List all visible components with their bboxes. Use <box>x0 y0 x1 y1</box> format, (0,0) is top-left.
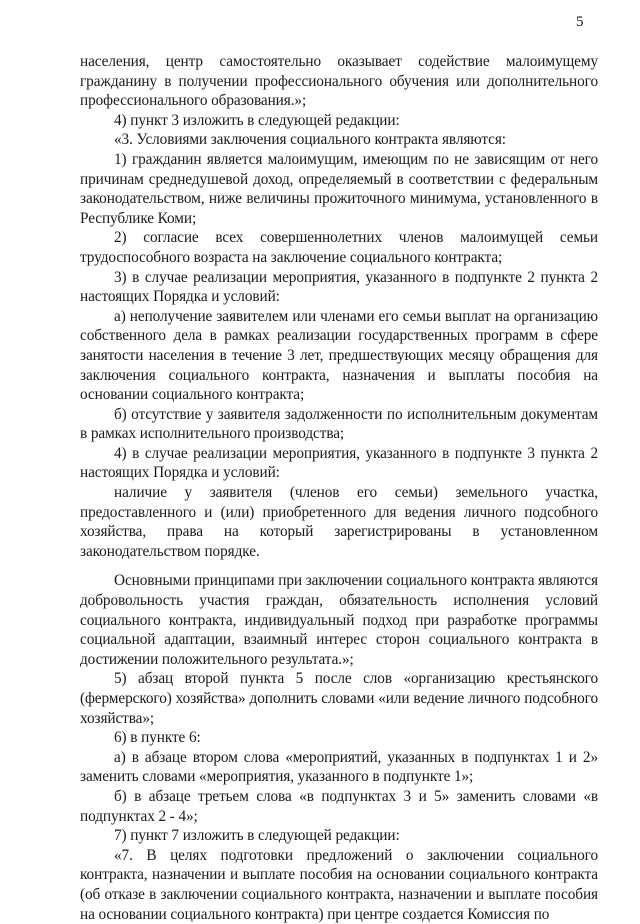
paragraph-item-6: 6) в пункте 6: <box>114 729 201 747</box>
paragraph-condition-3a: а) неполучение заявителем или членами его семьи выплат на организацию собственного дела в рамках реализации государственных программ в сфере занятости населения в течение 3 лет, предшествующих месяцу обращения для заключения социального контракта, назначения и выплаты пособия на основании социального контракта; <box>80 307 598 404</box>
paragraph-continuation: населения, центр самостоятельно оказывает содействие малоимущему гражданину в получении профессионального обучения или дополнительного профессионального образования.»; <box>80 53 598 110</box>
paragraph-condition-2: 2) согласие всех совершеннолетних членов малоимущей семьи трудоспособного возраста на заключение социального контракта; <box>80 229 598 266</box>
paragraph-clause-3: «3. Условиями заключения социального контракта являются: <box>114 131 506 149</box>
paragraph-condition-4-text: наличие у заявителя (членов его семьи) земельного участка, предоставленного и (или) приобретенного для ведения личного подсобного хозяйства, права на который зарегистрированы в установленном законодательством порядке. <box>80 484 598 560</box>
paragraph-item-5: 5) абзац второй пункта 5 после слов «организацию крестьянского (фермерского) хозяйства» дополнить словами «или ведение личного подсобного хозяйства»; <box>80 670 598 727</box>
paragraph-item-6a: а) в абзаце втором слова «мероприятий, указанных в подпунктах 1 и 2» заменить словами «мероприятия, указанного в подпункте 1»; <box>80 748 598 786</box>
paragraph-principles: Основными принципами при заключении социального контракта являются добровольность участия граждан, обязательность исполнения условий социального контракта, индивидуальный подход при разработке программы социальной адаптации, взаимный интерес сторон социального контракта в достижении положительного результата.»; <box>80 572 598 668</box>
paragraph-condition-3: 3) в случае реализации мероприятия, указанного в подпункте 2 пункта 2 настоящих Порядка и условий: <box>80 268 598 306</box>
paragraph-condition-3b: б) отсутствие у заявителя задолженности по исполнительным документам в рамках исполнительного производства; <box>80 405 598 443</box>
paragraph-item-6b: б) в абзаце третьем слова «в подпунктах 3 и 5» заменить словами «в подпунктах 2 - 4»; <box>80 787 598 825</box>
paragraph-clause-7: «7. В целях подготовки предложений о заключении социального контракта, назначении и выплате пособия на основании социального контракта (об отказе в заключении социального контракта, назначении и выплате пособия на основании социального контракта) при центре создается Комиссия по <box>80 846 598 923</box>
paragraph-item-4: 4) пункт 3 изложить в следующей редакции: <box>114 111 400 129</box>
page-number: 5 <box>576 14 584 30</box>
paragraph-condition-4: 4) в случае реализации мероприятия, указанного в подпункте 3 пункта 2 настоящих Порядка и условий: <box>80 444 598 482</box>
paragraph-item-7: 7) пункт 7 изложить в следующей редакции: <box>114 827 400 845</box>
paragraph-condition-1: 1) гражданин является малоимущим, имеющим по не зависящим от него причинам среднедушевой доход, определяемый в соответствии с федеральным законодательством, ниже величины прожиточного минимума, установленного в Республике Коми; <box>80 150 598 227</box>
document-body <box>80 52 598 924</box>
